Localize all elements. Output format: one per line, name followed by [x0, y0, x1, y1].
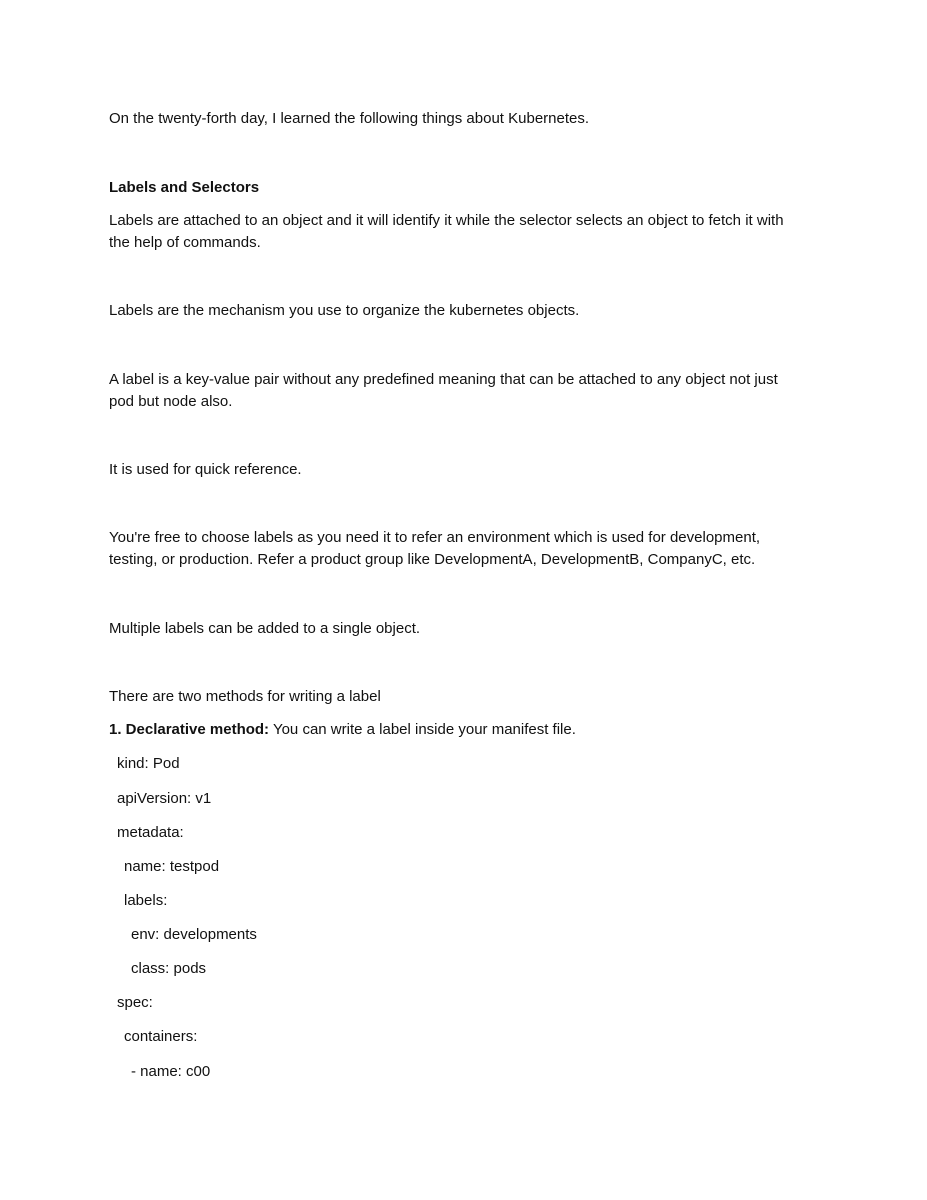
- paragraph-line: You're free to choose labels as you need it to refer an environment which is used for development,: [109, 529, 761, 546]
- section-heading: Labels and Selectors: [109, 179, 260, 196]
- paragraph-line: the help of commands.: [109, 234, 261, 251]
- paragraph-line: Multiple labels can be added to a single object.: [109, 620, 421, 637]
- paragraph-line: Labels are attached to an object and it will identify it while the selector selects an object to fetch it with: [109, 212, 784, 229]
- manifest-line: - name: c00: [131, 1063, 211, 1080]
- manifest-line: env: developments: [131, 926, 257, 943]
- paragraph-line: testing, or production. Refer a product group like DevelopmentA, DevelopmentB, CompanyC, etc.: [109, 551, 756, 568]
- intro-text: On the twenty-forth day, I learned the following things about Kubernetes.: [109, 110, 590, 127]
- method-1-label: 1. Declarative method:: [109, 721, 270, 738]
- manifest-line: labels:: [124, 892, 168, 909]
- manifest-line: metadata:: [117, 824, 184, 841]
- paragraph-line: It is used for quick reference.: [109, 461, 302, 478]
- paragraph-line: Labels are the mechanism you use to organize the kubernetes objects.: [109, 302, 580, 319]
- paragraph-line: A label is a key-value pair without any predefined meaning that can be attached to any object not just: [109, 371, 778, 388]
- paragraph-line: There are two methods for writing a label: [109, 688, 381, 705]
- manifest-line: spec:: [117, 994, 153, 1011]
- manifest-line: class: pods: [131, 960, 207, 977]
- manifest-line: containers:: [124, 1028, 198, 1045]
- paragraph-line: pod but node also.: [109, 393, 233, 410]
- method-1-text: You can write a label inside your manifest file.: [269, 721, 576, 738]
- manifest-line: kind: Pod: [117, 755, 180, 772]
- manifest-line: name: testpod: [124, 858, 220, 875]
- manifest-line: apiVersion: v1: [117, 790, 212, 807]
- method-1-line: [109, 719, 576, 741]
